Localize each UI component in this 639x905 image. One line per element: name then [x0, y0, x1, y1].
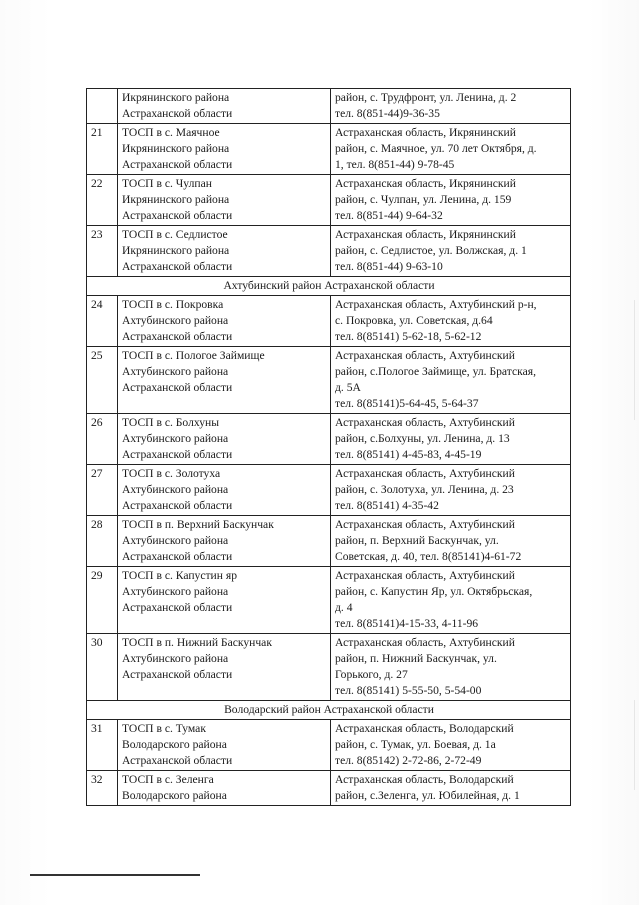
office-name-line: Володарского района [122, 789, 227, 802]
office-name-line: Икрянинского района [122, 193, 230, 206]
office-address-cell [331, 226, 571, 277]
office-address-cell [331, 89, 571, 124]
table-row [87, 226, 571, 277]
row-number [87, 89, 118, 124]
office-name-line: Астраханской области [122, 209, 233, 222]
office-address-line: Астраханская область, Ахтубинский [335, 349, 515, 362]
row-number: 24 [87, 296, 118, 347]
office-name-line: ТОСП в с. Седлистое [122, 228, 228, 241]
section-title: Володарский район Астраханской области [87, 701, 571, 720]
office-address-line: район, п. Нижний Баскунчак, ул. [335, 652, 497, 665]
office-name-line: ТОСП в с. Золотуха [122, 467, 221, 480]
office-name-cell [118, 89, 331, 124]
office-name-line: ТОСП в с. Болхуны [122, 416, 219, 429]
office-name-line: Астраханской области [122, 448, 233, 461]
office-address-line: д. 4 [335, 601, 353, 614]
office-address-line: Астраханская область, Ахтубинский р-н, [335, 298, 537, 311]
office-address-cell [331, 634, 571, 701]
office-name-line: ТОСП в с. Капустин яр [122, 569, 237, 582]
office-name-cell [118, 296, 331, 347]
row-number: 21 [87, 124, 118, 175]
office-name-cell [118, 414, 331, 465]
row-number: 26 [87, 414, 118, 465]
row-number: 25 [87, 347, 118, 414]
office-address-line: тел. 8(85141) 5-62-18, 5-62-12 [335, 330, 482, 343]
office-name-line: ТОСП в с. Пологое Займище [122, 349, 265, 362]
table-row [87, 124, 571, 175]
office-name-line: Астраханской области [122, 158, 233, 171]
office-address-line: Астраханская область, Володарский [335, 773, 514, 786]
office-address-line: район, с. Чулпан, ул. Ленина, д. 159 [335, 193, 512, 206]
section-header-row [87, 277, 571, 296]
row-number: 22 [87, 175, 118, 226]
office-address-line: Астраханская область, Володарский [335, 722, 514, 735]
office-name-line: ТОСП в с. Зеленга [122, 773, 214, 786]
section-header-row [87, 701, 571, 720]
office-address-line: Горького, д. 27 [335, 668, 408, 681]
table-row [87, 516, 571, 567]
office-address-line: с. Покровка, ул. Советская, д.64 [335, 314, 493, 327]
office-name-line: Астраханской области [122, 260, 233, 273]
office-address-line: район, п. Верхний Баскунчак, ул. [335, 534, 499, 547]
office-address-cell [331, 465, 571, 516]
office-address-line: район, с.Пологое Займище, ул. Братская, [335, 365, 536, 378]
scan-edge-mark [634, 700, 635, 790]
row-number: 23 [87, 226, 118, 277]
office-address-line: Астраханская область, Икрянинский [335, 228, 516, 241]
office-address-cell [331, 720, 571, 771]
office-address-line: тел. 8(85141) 4-35-42 [335, 499, 439, 512]
office-address-cell [331, 567, 571, 634]
office-address-cell [331, 296, 571, 347]
office-name-line: ТОСП в с. Маячное [122, 126, 220, 139]
office-address-line: тел. 8(85141) 5-55-50, 5-54-00 [335, 684, 482, 697]
office-address-line: тел. 8(85141)5-64-45, 5-64-37 [335, 397, 479, 410]
office-name-cell [118, 720, 331, 771]
offices-table [86, 88, 571, 806]
table-row [87, 414, 571, 465]
row-number: 32 [87, 771, 118, 806]
scan-edge-mark [634, 300, 635, 420]
row-number: 31 [87, 720, 118, 771]
office-name-line: Володарского района [122, 738, 227, 751]
office-address-cell [331, 516, 571, 567]
office-address-line: район, с. Тумак, ул. Боевая, д. 1а [335, 738, 496, 751]
office-name-line: Ахтубинского района [122, 365, 229, 378]
row-number: 30 [87, 634, 118, 701]
office-address-line: Астраханская область, Ахтубинский [335, 518, 515, 531]
office-address-line: тел. 8(851-44) 9-64-32 [335, 209, 443, 222]
table-row [87, 567, 571, 634]
office-address-line: район, с. Золотуха, ул. Ленина, д. 23 [335, 483, 514, 496]
office-address-line: тел. 8(85141)4-15-33, 4-11-96 [335, 617, 479, 630]
office-name-line: Астраханской области [122, 550, 233, 563]
office-name-line: Астраханской области [122, 499, 233, 512]
office-name-line: ТОСП в с. Покровка [122, 298, 224, 311]
office-address-line: Астраханская область, Ахтубинский [335, 416, 515, 429]
office-address-cell [331, 124, 571, 175]
office-name-line: Икрянинского района [122, 91, 230, 104]
office-address-cell [331, 771, 571, 806]
office-name-line: Ахтубинского района [122, 483, 229, 496]
office-name-cell [118, 124, 331, 175]
office-address-cell [331, 175, 571, 226]
office-address-line: район, с. Трудфронт, ул. Ленина, д. 2 [335, 91, 517, 104]
table-row [87, 296, 571, 347]
office-name-cell [118, 771, 331, 806]
office-name-line: ТОСП в с. Чулпан [122, 177, 212, 190]
office-address-line: район, с. Седлистое, ул. Волжская, д. 1 [335, 244, 527, 257]
office-name-cell [118, 516, 331, 567]
section-title: Ахтубинский район Астраханской области [87, 277, 571, 296]
office-address-line: д. 5А [335, 381, 361, 394]
office-name-cell [118, 465, 331, 516]
office-name-cell [118, 567, 331, 634]
office-name-line: Икрянинского района [122, 142, 230, 155]
office-name-cell [118, 347, 331, 414]
office-name-line: Ахтубинского района [122, 432, 229, 445]
office-address-line: Советская, д. 40, тел. 8(85141)4-61-72 [335, 550, 522, 563]
office-address-line: район, с.Зеленга, ул. Юбилейная, д. 1 [335, 789, 520, 802]
office-name-line: ТОСП в с. Тумак [122, 722, 206, 735]
office-address-line: Астраханская область, Ахтубинский [335, 636, 515, 649]
office-name-line: Астраханской области [122, 601, 233, 614]
office-address-line: тел. 8(851-44)9-36-35 [335, 107, 440, 120]
office-name-line: ТОСП в п. Верхний Баскунчак [122, 518, 274, 531]
table-row [87, 634, 571, 701]
office-name-line: ТОСП в п. Нижний Баскунчак [122, 636, 272, 649]
office-address-line: Астраханская область, Икрянинский [335, 177, 516, 190]
table-row [87, 720, 571, 771]
office-name-cell [118, 226, 331, 277]
office-name-line: Астраханской области [122, 330, 233, 343]
office-address-cell [331, 347, 571, 414]
office-name-cell [118, 175, 331, 226]
offices-table-body [87, 89, 571, 806]
office-address-line: 1, тел. 8(851-44) 9-78-45 [335, 158, 455, 171]
footnote-rule [30, 874, 200, 876]
office-address-line: район, с.Болхуны, ул. Ленина, д. 13 [335, 432, 510, 445]
office-name-line: Астраханской области [122, 107, 233, 120]
office-name-line: Ахтубинского района [122, 314, 229, 327]
office-address-line: Астраханская область, Икрянинский [335, 126, 516, 139]
office-address-cell [331, 414, 571, 465]
table-row [87, 465, 571, 516]
office-address-line: тел. 8(85142) 2-72-86, 2-72-49 [335, 754, 482, 767]
office-name-line: Ахтубинского района [122, 534, 229, 547]
table-row [87, 347, 571, 414]
office-name-line: Икрянинского района [122, 244, 230, 257]
office-address-line: тел. 8(851-44) 9-63-10 [335, 260, 443, 273]
office-name-line: Астраханской области [122, 381, 233, 394]
table-row [87, 771, 571, 806]
table-row [87, 89, 571, 124]
row-number: 27 [87, 465, 118, 516]
office-name-line: Астраханской области [122, 754, 233, 767]
office-address-line: Астраханская область, Ахтубинский [335, 467, 515, 480]
office-name-line: Ахтубинского района [122, 652, 229, 665]
office-name-line: Ахтубинского района [122, 585, 229, 598]
office-name-cell [118, 634, 331, 701]
office-address-line: район, с. Маячное, ул. 70 лет Октября, д. [335, 142, 537, 155]
office-address-line: тел. 8(85141) 4-45-83, 4-45-19 [335, 448, 482, 461]
table-row [87, 175, 571, 226]
office-name-line: Астраханской области [122, 668, 233, 681]
office-address-line: Астраханская область, Ахтубинский [335, 569, 515, 582]
row-number: 29 [87, 567, 118, 634]
office-address-line: район, с. Капустин Яр, ул. Октябрьская, [335, 585, 533, 598]
row-number: 28 [87, 516, 118, 567]
